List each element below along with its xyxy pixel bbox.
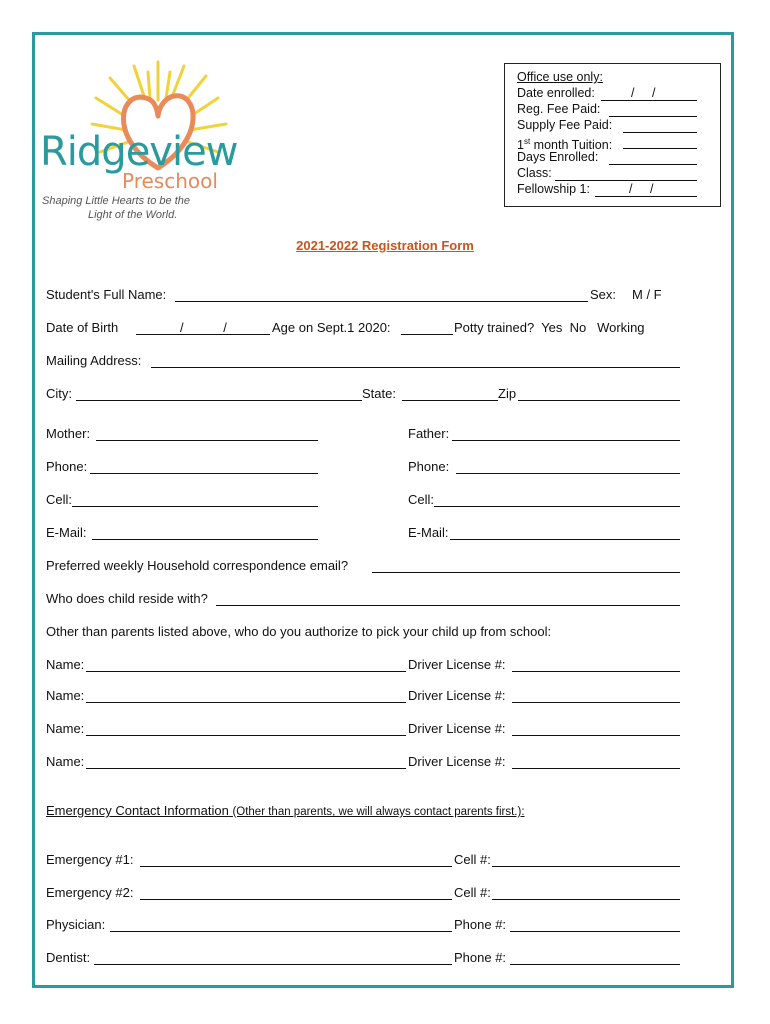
date-enrolled-label: Date enrolled: [517,86,595,100]
sex-label: Sex: [590,287,617,302]
student-name-label: Student's Full Name: [46,287,167,302]
preferred-email-label: Preferred weekly Household correspondence email? [46,558,349,573]
mailing-field[interactable] [151,367,680,368]
phone-left-field[interactable] [90,473,318,474]
logo-subname: Preschool [122,169,218,193]
logo-tagline-line2: Light of the World. [88,209,178,221]
supply-fee-label: Supply Fee Paid: [517,118,613,132]
ridgeview-logo [38,58,238,228]
phone-left-label: Phone: [46,459,88,474]
office-use-box [504,63,721,207]
logo-name: Ridgeview [40,129,238,175]
email-left-field[interactable] [92,539,318,540]
reside-label: Who does child reside with? [46,591,208,606]
mother-field[interactable] [96,440,318,441]
pickup-license-field[interactable] [512,735,680,736]
age-field[interactable] [401,334,453,335]
logo-tagline-line1: Shaping Little Hearts to be the [42,195,190,207]
zip-field[interactable] [518,400,680,401]
reside-field[interactable] [216,605,680,606]
tuition-label: 1st month Tuition: [517,137,613,153]
city-field[interactable] [76,400,362,401]
mother-label: Mother: [46,426,91,441]
student-name-field[interactable] [175,301,588,302]
emergency1-label: Emergency #1: [46,852,134,867]
physician-label: Physician: [46,917,106,932]
dentist-phone-label: Phone #: [454,950,507,965]
tuition-line[interactable] [623,148,697,149]
pickup-name-field[interactable] [86,671,406,672]
days-enrolled-label: Days Enrolled: [517,150,599,164]
potty-label: Potty trained? Yes No Working [454,320,645,335]
pickup-name-label: Name: [46,688,85,703]
cell-left-label: Cell: [46,492,73,507]
office-heading: Office use only: [517,70,603,84]
email-right-label: E-Mail: [408,525,449,540]
emergency1-field[interactable] [140,866,452,867]
reg-fee-label: Reg. Fee Paid: [517,102,601,116]
supply-fee-line[interactable] [623,132,697,133]
pickup-name-label: Name: [46,754,85,769]
father-field[interactable] [452,440,680,441]
city-label: City: [46,386,72,401]
emergency-heading: Emergency Contact Information (Other than parents, we will always contact parents first.): [46,803,525,818]
reg-fee-line[interactable] [609,116,697,117]
sex-options[interactable]: M / F [632,287,662,302]
class-label: Class: [517,166,552,180]
fellowship-label: Fellowship 1: [517,182,590,196]
cell-left-field[interactable] [72,506,318,507]
pickup-name-label: Name: [46,721,85,736]
pickup-name-label: Name: [46,657,85,672]
phone-right-label: Phone: [408,459,450,474]
cell2-field[interactable] [492,899,680,900]
dob-slashes: / / [180,320,227,335]
physician-phone-label: Phone #: [454,917,507,932]
preferred-email-field[interactable] [372,572,680,573]
cell-right-label: Cell: [408,492,435,507]
state-field[interactable] [402,400,498,401]
state-label: State: [362,386,396,401]
physician-field[interactable] [110,931,452,932]
dentist-label: Dentist: [46,950,91,965]
form-title: 2021-2022 Registration Form [296,238,474,253]
pickup-license-field[interactable] [512,671,680,672]
emergency2-field[interactable] [140,899,452,900]
zip-label: Zip [498,386,517,401]
pickup-license-label: Driver License #: [408,721,506,736]
email-left-label: E-Mail: [46,525,87,540]
age-label: Age on Sept.1 2020: [272,320,391,335]
class-line[interactable] [555,180,697,181]
pickup-name-field[interactable] [86,702,406,703]
cell2-label: Cell #: [454,885,491,900]
dentist-field[interactable] [94,964,452,965]
days-enrolled-line[interactable] [609,164,697,165]
emergency2-label: Emergency #2: [46,885,134,900]
email-right-field[interactable] [450,539,680,540]
pickup-license-field[interactable] [512,768,680,769]
pickup-name-field[interactable] [86,735,406,736]
cell1-label: Cell #: [454,852,491,867]
physician-phone-field[interactable] [510,931,680,932]
dob-label: Date of Birth [46,320,119,335]
pickup-license-label: Driver License #: [408,657,506,672]
father-label: Father: [408,426,450,441]
cell1-field[interactable] [492,866,680,867]
pickup-license-field[interactable] [512,702,680,703]
mailing-label: Mailing Address: [46,353,142,368]
phone-right-field[interactable] [456,473,680,474]
authorize-label: Other than parents listed above, who do you authorize to pick your child up from school: [46,624,552,639]
cell-right-field[interactable] [434,506,680,507]
fellowship-slashes: / / [629,182,654,196]
dentist-phone-field[interactable] [510,964,680,965]
pickup-license-label: Driver License #: [408,754,506,769]
date-enrolled-slashes: / / [631,86,656,100]
pickup-name-field[interactable] [86,768,406,769]
pickup-license-label: Driver License #: [408,688,506,703]
